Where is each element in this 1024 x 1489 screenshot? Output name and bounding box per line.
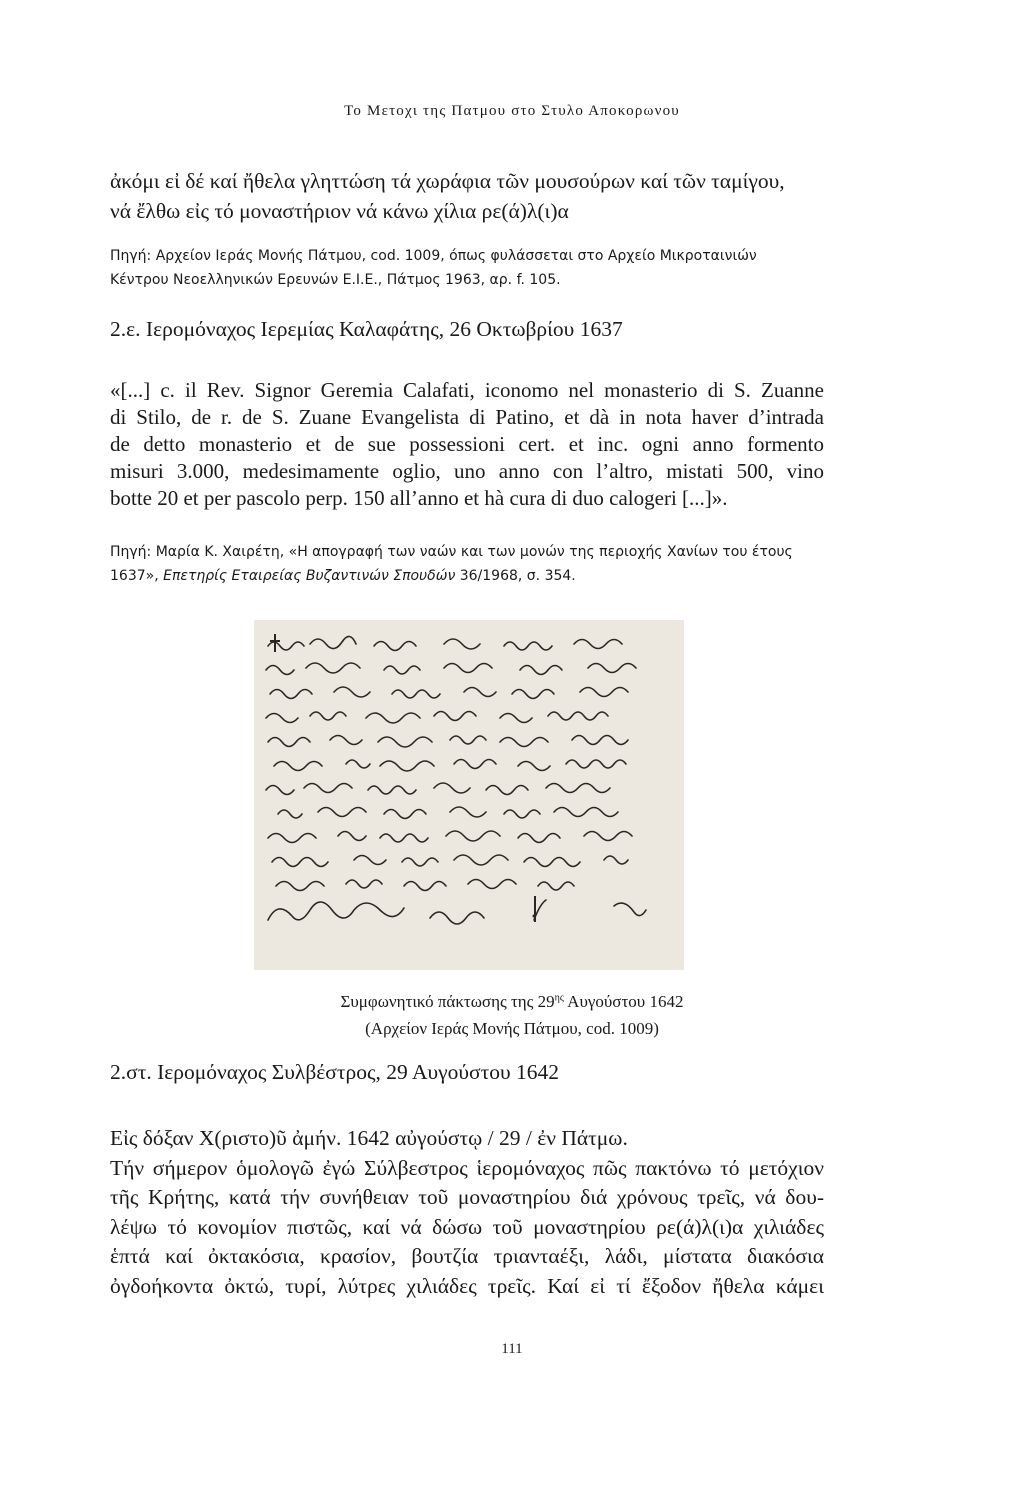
figure-caption-line-2: (Αρχείον Ιεράς Μονής Πάτμου, cod. 1009) [365,1019,659,1038]
intro-line-1: ἀκόμι εἰ δέ καί ἤθελα γληττώση τά χωράφια τῶν μουσούρων καί τῶν ταμίγου, [110,169,785,193]
latin-quote-line-3: de detto monasterio et de sue possessioni cert. et inc. ogni anno formento [110,432,824,456]
manuscript-image [254,620,684,970]
figure-caption-line-1 [0,992,1024,1012]
caption-ordinal-suffix: ης [554,992,564,1004]
source-note-2-tail: 36/1968, σ. 354. [455,568,576,584]
section-heading-2e: 2.ε. Ιερομόναχος Ιερεμίας Καλαφάτης, 26 Οκτωβρίου 1637 [110,317,623,341]
manuscript-handwriting-illustration [254,620,684,970]
intro-paragraph [110,167,824,226]
contract-line-1: Εἰς δόξαν Χ(ριστο)ῦ ἀμήν. 1642 αὐγούστῳ / 29 / ἐν Πάτμω. [110,1126,628,1150]
source-note-2-line-1: Πηγή: Μαρία Κ. Χαιρέτη, «Η απογραφή των ναών και των μονών της περιοχής Χανίων του έτους [110,544,793,560]
latin-quote-line-5: botte 20 et per pascolo perp. 150 all’anno et hà cura di duo calogeri [...]». [110,486,728,510]
running-head: Το Μετοχι της Πατμου στο Στυλο Αποκορωνου [344,103,680,119]
page-number: 111 [501,1341,523,1357]
source-note-2-line-2 [110,564,824,588]
intro-line-2: νά ἔλθω εἰς τό μοναστήριον νά κάνω χίλια ρε(ά)λ(ι)α [110,198,569,223]
source-note-1-line-1: Πηγή: Αρχείον Ιεράς Μονής Πάτμου, cod. 1009, όπως φυλάσσεται στο Αρχείο Μικροταινιών [110,248,757,264]
latin-quote-line-4: misuri 3.000, medesimamente oglio, uno anno con l’altro, mistati 500, vino [110,459,824,483]
contract-line-6: ὀγδοήκοντα ὀκτώ, τυρί, λύτρες χιλιάδες τρεῖς. Καί εἰ τί ἔξοδον ἤθελα κάμει [110,1273,824,1298]
journal-title: Επετηρίς Εταιρείας Βυζαντινών Σπουδών [163,568,456,584]
contract-line-2: Τήν σήμερον ὁμολογῶ ἐγώ Σύλβεστρος ἱερομόναχος πῶς πακτόνω τό μετόχιον [110,1155,824,1180]
source-note-2-plain: 1637», [110,568,164,584]
latin-quote [110,377,824,512]
latin-quote-line-1: «[...] c. il Rev. Signor Geremia Calafati, iconomo nel monasterio di S. Zuanne [110,378,824,402]
caption-date-suffix: Αυγούστου 1642 [563,992,684,1011]
source-note-1-line-2: Κέντρου Νεοελληνικών Ερευνών Ε.Ι.Ε., Πάτμος 1963, αρ. f. 105. [110,272,561,288]
contract-line-5: ἑπτά καί ὀκτακόσια, κρασίον, βουτζία τριανταέξι, λάδι, μίστατα διακόσια [110,1244,824,1268]
section-heading-2st: 2.στ. Ιερομόναχος Συλβέστρος, 29 Αυγούστου 1642 [110,1060,560,1084]
source-note-2 [110,540,824,588]
latin-quote-line-2: di Stilo, de r. de S. Zuane Evangelista di Patino, et dà in nota haver d’intrada [110,405,824,429]
contract-line-4: λέψω τό κονομίον πιστῶς, καί νά δώσω τοῦ μοναστηρίου ρε(ά)λ(ι)α χιλιάδες [110,1214,824,1239]
contract-line-3: τῆς Κρήτης, κατά τήν συνήθειαν τοῦ μοναστηρίου διά χρόνους τρεῖς, νά δου- [110,1185,824,1209]
source-note-1 [110,244,824,292]
caption-date-prefix: Συμφωνητικό πάκτωσης της 29 [340,992,555,1011]
greek-contract-text [110,1124,824,1301]
